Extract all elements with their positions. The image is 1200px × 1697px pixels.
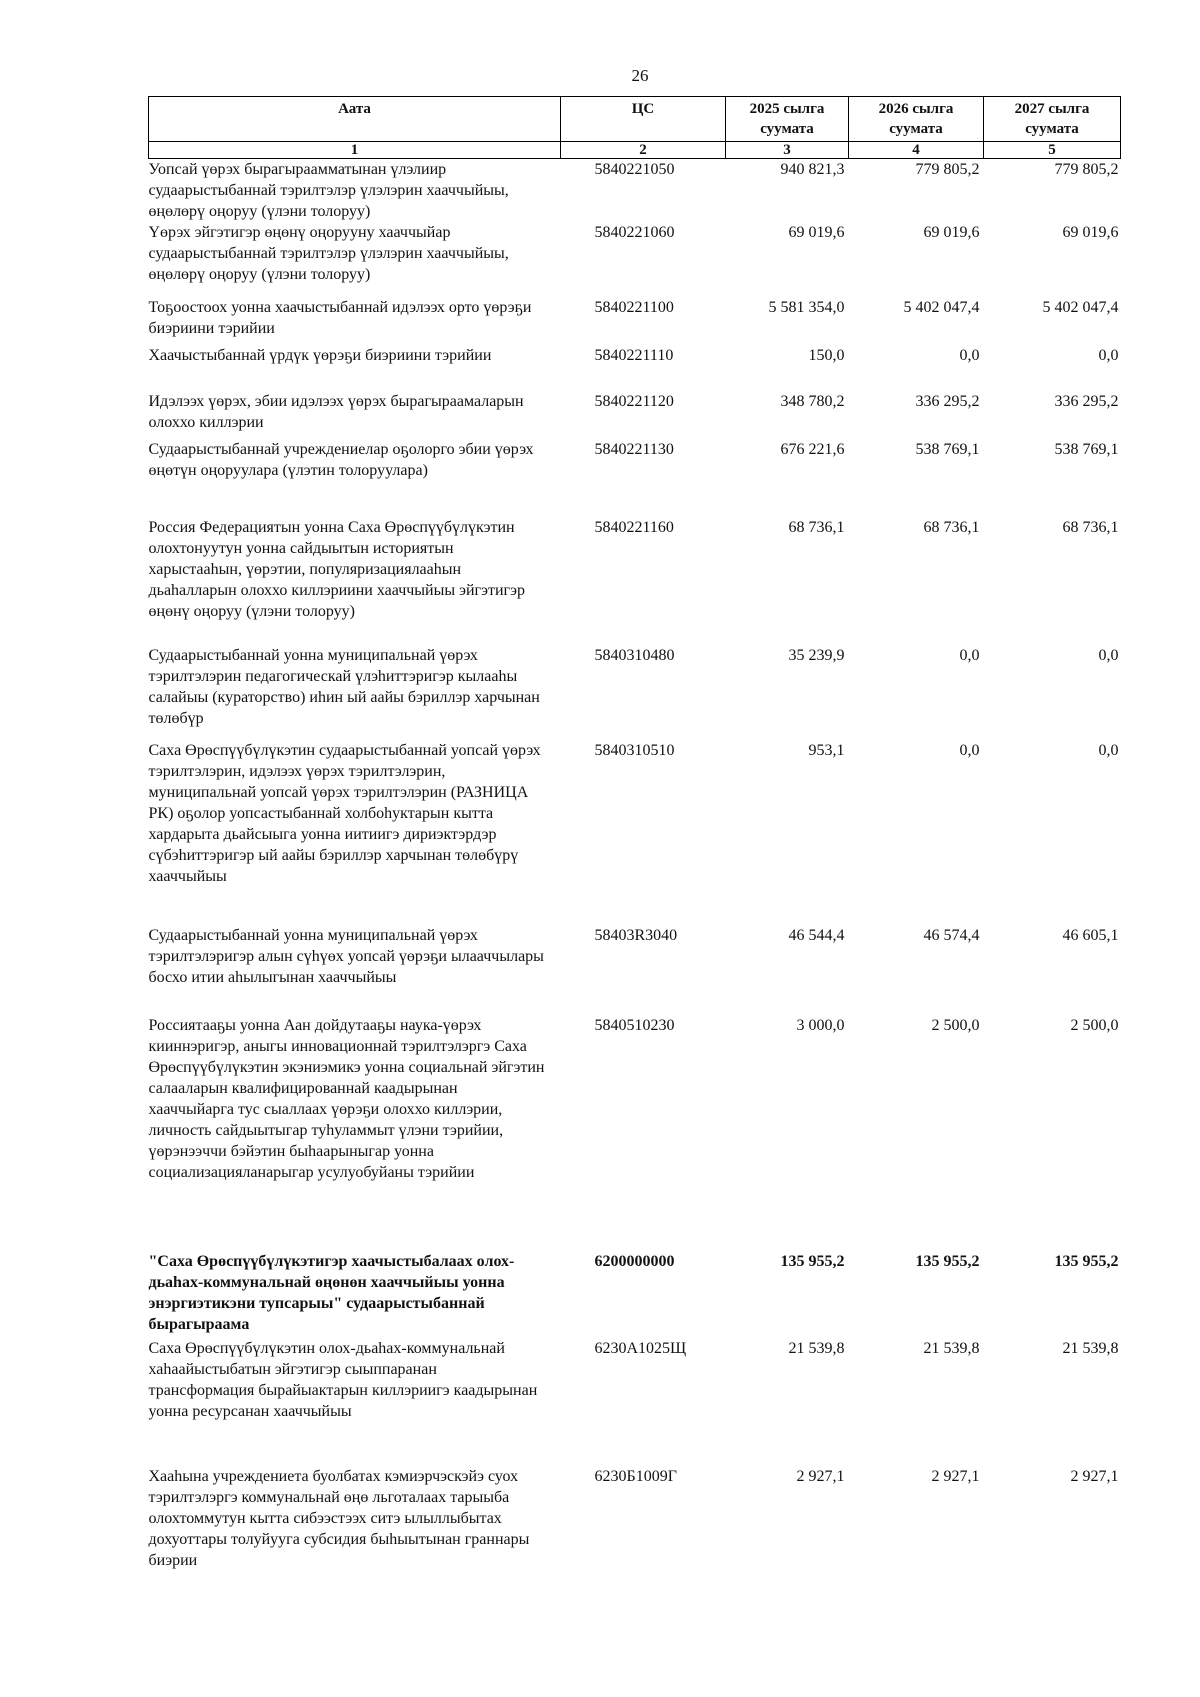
row-value-2026: 46 574,4 <box>923 927 980 944</box>
row-name: Хаачыстыбаннай үрдүк үөрэҕи биэриини тэрийии <box>148 347 492 364</box>
row-value-2026: 5 402 047,4 <box>903 299 980 316</box>
row-value-2026: 2 927,1 <box>931 1468 980 1485</box>
table-row-program <box>149 1251 1121 1338</box>
row-name: Саха Өрөспүүбүлүкэтин олох-дьаһах-коммунальнай хаһаайыстыбатын эйгэтигэр сыыппаранан трансформация бырайыактарын киллэриигэ каадырынан уонна ресурсанан хааччыйыы <box>148 1340 538 1420</box>
table-row <box>149 439 1121 517</box>
row-code: 5840221100 <box>594 299 674 316</box>
header-2026: 2026 сылга суумата <box>849 97 984 142</box>
row-code: 6200000000 <box>594 1253 675 1270</box>
row-code: 58403R3040 <box>594 927 678 944</box>
row-name: Идэлээх үөрэх, эбии идэлээх үөрэх бырагыраамаларын олоххо киллэрии <box>148 393 524 431</box>
table-row <box>149 740 1121 925</box>
table-row <box>149 645 1121 740</box>
table-row <box>149 925 1121 1015</box>
row-code: 5840221110 <box>594 347 674 364</box>
table-row <box>149 297 1121 345</box>
row-value-2027: 2 927,1 <box>1070 1468 1119 1485</box>
row-value-2027: 21 539,8 <box>1062 1340 1119 1357</box>
column-numbers-row <box>149 142 1121 159</box>
row-value-2027: 5 402 047,4 <box>1042 299 1119 316</box>
row-code: 5840221120 <box>594 393 674 410</box>
row-value-2027: 2 500,0 <box>1070 1017 1119 1034</box>
row-code: 6230А1025Щ <box>594 1340 687 1357</box>
row-name: Саха Өрөспүүбүлүкэтин судаарыстыбаннай уопсай үөрэх тэрилтэлэрин, идэлээх үөрэх тэрилтэлэрин, муниципальнай уопсай үөрэх тэрилтэлэрин (РАЗНИЦА РК) оҕолор уопсастыбаннай холбоһуктарын кытта хардарыта дьайсыыга уонна иитиигэ дириэктэрдэр сүбэһиттэригэр ый аайы бэриллэр харчынан төлөбүрү хааччыйыы <box>148 742 541 885</box>
row-value-2025: 21 539,8 <box>788 1340 845 1357</box>
row-name: Уопсай үөрэх бырагыраамматынан үлэлиир судаарыстыбаннай тэрилтэлэр үлэлэрин хааччыйыы, өңөлөрү оңоруу (үлэни толоруу) <box>148 161 509 220</box>
table-row <box>149 159 1121 223</box>
row-value-2027: 68 736,1 <box>1062 519 1119 536</box>
row-code: 5840221050 <box>594 161 675 178</box>
row-value-2026: 0,0 <box>959 742 980 759</box>
row-value-2025: 940 821,3 <box>780 161 845 178</box>
row-name: Тоҕоостоох уонна хаачыстыбаннай идэлээх орто үөрэҕи биэриини тэрийии <box>148 299 532 337</box>
row-value-2026: 135 955,2 <box>915 1253 980 1270</box>
row-name: Судаарыстыбаннай уонна муниципальнай үөрэх тэрилтэлэригэр алын сүһүөх уопсай үөрэҕи ылааччылары босхо итии аһылыгынан хааччыйыы <box>148 927 544 986</box>
row-value-2025: 348 780,2 <box>780 393 845 410</box>
row-name: Россия Федерациятын уонна Саха Өрөспүүбүлүкэтин олохтонуутун уонна сайдыытын историятын харыстааһын, үөрэтии, популяризациялааһын дьаһалларын олоххо киллэриини хааччыйыы эйгэтигэр өңөнү оңоруу (үлэни толоруу) <box>148 519 525 620</box>
row-code: 5840221060 <box>594 224 675 241</box>
row-name: Россиятааҕы уонна Аан дойдутааҕы наука-үөрэх кииннэригэр, аныгы инновационнай тэрилтэлэргэ Саха Өрөспүүбүлүкэтин экэниэмикэ уонна социальнай эйгэтин салааларын квалифицированнай каадырынан хааччыйарга тус сыаллаах үөрэҕи олоххо киллэрии, личность сайдыытыгар туһуламмыт үлэни тэрийии, үөрэнээччи бэйэтин быһаарыныгар уонна социализацияланарыгар усулуобуйаны тэрийии <box>148 1017 545 1181</box>
row-code: 5840310510 <box>594 742 675 759</box>
row-value-2026: 2 500,0 <box>931 1017 980 1034</box>
row-value-2027: 779 805,2 <box>1054 161 1119 178</box>
row-value-2027: 0,0 <box>1098 647 1119 664</box>
row-value-2025: 2 927,1 <box>796 1468 845 1485</box>
row-value-2025: 150,0 <box>808 347 845 364</box>
row-name: Судаарыстыбаннай учреждениелар оҕолорго эбии үөрэх өңөтүн оңоруулара (үлэтин толоруулара) <box>148 441 534 479</box>
row-value-2025: 135 955,2 <box>780 1253 845 1270</box>
row-value-2026: 0,0 <box>959 347 980 364</box>
row-value-2026: 538 769,1 <box>915 441 980 458</box>
table-row <box>149 1015 1121 1251</box>
column-number: 2 <box>561 142 726 159</box>
header-name: Аата <box>149 97 561 142</box>
row-code: 5840221130 <box>594 441 674 458</box>
table-row <box>149 391 1121 439</box>
table-row <box>149 1338 1121 1466</box>
table-row <box>149 517 1121 645</box>
row-value-2026: 779 805,2 <box>915 161 980 178</box>
row-name: "Саха Өрөспүүбүлүкэтигэр хаачыстыбалаах олох-дьаһах-коммунальнай өңөнөн хааччыйыы уонна энэргиэтикэни тупсарыы" судаарыстыбаннай бырагыраама <box>148 1253 515 1333</box>
row-value-2027: 135 955,2 <box>1054 1253 1119 1270</box>
row-value-2027: 69 019,6 <box>1062 224 1119 241</box>
table-row <box>149 222 1121 297</box>
row-value-2027: 0,0 <box>1098 347 1119 364</box>
header-code: ЦС <box>561 97 726 142</box>
row-code: 6230Б1009Г <box>594 1468 677 1485</box>
row-value-2027: 0,0 <box>1098 742 1119 759</box>
budget-table <box>148 96 1121 1576</box>
table-row <box>149 1466 1121 1576</box>
row-value-2025: 953,1 <box>808 742 845 759</box>
row-value-2026: 336 295,2 <box>915 393 980 410</box>
row-value-2026: 0,0 <box>959 647 980 664</box>
column-number: 4 <box>849 142 984 159</box>
row-code: 5840310480 <box>594 647 675 664</box>
header-2027: 2027 сылга суумата <box>984 97 1121 142</box>
row-value-2026: 21 539,8 <box>923 1340 980 1357</box>
column-number: 1 <box>149 142 561 159</box>
row-value-2026: 69 019,6 <box>923 224 980 241</box>
row-value-2027: 46 605,1 <box>1062 927 1119 944</box>
row-code: 5840510230 <box>594 1017 675 1034</box>
row-name: Үөрэх эйгэтигэр өңөнү оңорууну хааччыйар судаарыстыбаннай тэрилтэлэр үлэлэрин хааччыйыы, өңөлөрү оңоруу (үлэни толоруу) <box>148 224 509 283</box>
table-header-row <box>149 97 1121 142</box>
page-number: 26 <box>631 66 649 85</box>
row-value-2025: 5 581 354,0 <box>768 299 845 316</box>
row-value-2025: 69 019,6 <box>788 224 845 241</box>
row-name: Хааһына учреждениета буолбатах кэмиэрчэскэйэ суох тэрилтэлэргэ коммунальнай өңө льготалаах тарыыба олохтоммутун кытта сибээстээх ситэ ылыллыбытах дохуоттары толуйууга субсидия быһыытынан граннары биэрии <box>148 1468 530 1569</box>
row-value-2027: 336 295,2 <box>1054 393 1119 410</box>
row-value-2025: 46 544,4 <box>788 927 845 944</box>
row-value-2026: 68 736,1 <box>923 519 980 536</box>
column-number: 5 <box>984 142 1121 159</box>
table-row <box>149 345 1121 391</box>
row-value-2025: 68 736,1 <box>788 519 845 536</box>
column-number: 3 <box>726 142 849 159</box>
row-value-2027: 538 769,1 <box>1054 441 1119 458</box>
row-value-2025: 35 239,9 <box>788 647 845 664</box>
header-2025: 2025 сылга суумата <box>726 97 849 142</box>
row-value-2025: 676 221,6 <box>780 441 845 458</box>
row-name: Судаарыстыбаннай уонна муниципальнай үөрэх тэрилтэлэрин педагогическай үлэһиттэригэр кылааһы салайыы (кураторство) иһин ый аайы бэриллэр харчынан төлөбүр <box>148 647 540 727</box>
row-code: 5840221160 <box>594 519 674 536</box>
row-value-2025: 3 000,0 <box>796 1017 845 1034</box>
